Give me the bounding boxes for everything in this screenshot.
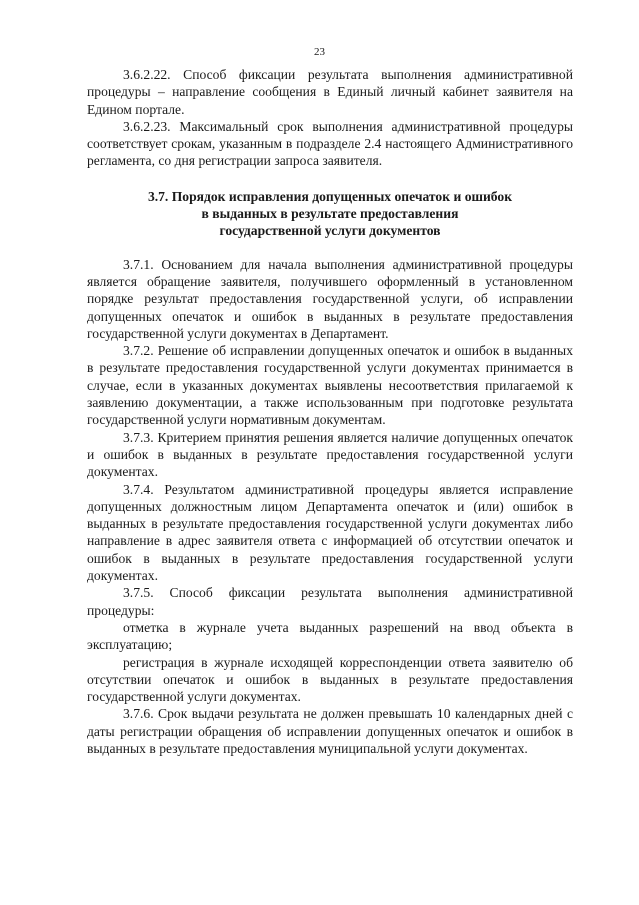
- paragraph-3-6-2-22: 3.6.2.22. Способ фиксации результата выполнения административной процедуры – направление сообщения в Единый личный кабинет заявителя на Едином портале.: [87, 67, 573, 117]
- list-item-outgoing-registration: регистрация в журнале исходящей корреспонденции ответа заявителю об отсутствии опечаток и ошибок в выданных в результате предоставления государственной услуги документах.: [87, 654, 573, 705]
- paragraph-3-7-4: 3.7.4. Результатом административной процедуры является исправление допущенных должностным лицом Департамента опечаток и (или) ошибок в выданных в результате предоставления государственной услуги документах либо направление в адрес заявителя ответа с информацией об отсутствии опечаток и ошибок в выданных в результате предоставления государственной услуги документах.: [87, 481, 573, 584]
- section-title-line: в выданных в результате предоставления: [201, 206, 459, 222]
- paragraph-3-7-5: 3.7.5. Способ фиксации результата выполнения административной процедуры:: [87, 585, 573, 618]
- paragraph-3-6-2-23: 3.6.2.23. Максимальный срок выполнения административной процедуры соответствует срокам, указанным в подразделе 2.4 настоящего Административного регламента, со дня регистрации запроса заявителя.: [87, 118, 573, 169]
- paragraph-3-7-2: 3.7.2. Решение об исправлении допущенных опечаток и ошибок в выданных в результате предоставления государственной услуги документах принимается в случае, если в указанных документах выявлены несоответствия прилагаемой к заявлению документации, а также использованным при подготовке результата государственной услуги нормативным документам.: [87, 343, 573, 428]
- section-title-line: государственной услуги документов: [219, 223, 441, 239]
- document-body: [87, 66, 573, 757]
- list-item-journal-mark: отметка в журнале учета выданных разрешений на ввод объекта в эксплуатацию;: [87, 619, 573, 653]
- section-title: [87, 188, 573, 240]
- page-number: 23: [314, 46, 325, 58]
- paragraph-3-7-3: 3.7.3. Критерием принятия решения является наличие допущенных опечаток и ошибок в выданных в результате предоставления государственной услуги документах.: [87, 429, 573, 480]
- paragraph-3-7-6: 3.7.6. Срок выдачи результата не должен превышать 10 календарных дней с даты регистрации обращения об исправлении допущенных опечаток и ошибок в выданных в результате предоставления муниципальной услуги документах.: [87, 706, 573, 756]
- section-title-line: 3.7. Порядок исправления допущенных опечаток и ошибок: [147, 188, 513, 204]
- paragraph-3-7-1: 3.7.1. Основанием для начала выполнения административной процедуры является обращение заявителя, получившего оформленный в установленном порядке результат предоставления государственной услуги, об исправлении допущенных опечаток и ошибок в выданных в результате предоставления государственной услуги документах в Департамент.: [87, 256, 573, 341]
